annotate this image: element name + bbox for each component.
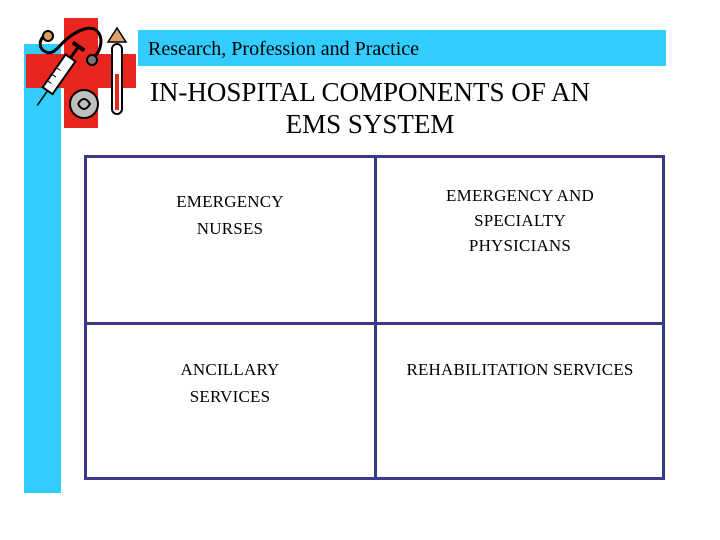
cell-line: EMERGENCY [176, 192, 284, 211]
cell-line: ANCILLARY [180, 360, 280, 379]
slide-title-line-1: IN-HOSPITAL COMPONENTS OF AN [149, 77, 591, 107]
grid-cell-emergency-physicians [400, 183, 640, 258]
grid-cell-rehabilitation-services [382, 356, 658, 383]
slide-title-line-2: EMS SYSTEM [285, 109, 455, 139]
cell-line: PHYSICIANS [468, 236, 572, 255]
slide-title [140, 76, 600, 140]
cell-line: SERVICES [189, 387, 271, 406]
grid-cell-emergency-nurses [150, 188, 310, 242]
presentation-subtitle: Research, Profession and Practice [148, 38, 420, 60]
grid-horizontal-divider [84, 322, 665, 325]
cell-line: REHABILITATION SERVICES [406, 360, 634, 379]
grid-cell-ancillary-services [150, 356, 310, 410]
cell-line: NURSES [196, 219, 264, 238]
grid-vertical-divider [374, 155, 377, 480]
cell-line: SPECIALTY [474, 211, 566, 230]
cell-line: EMERGENCY AND [446, 186, 594, 205]
medical-clipart-icon [22, 14, 140, 132]
